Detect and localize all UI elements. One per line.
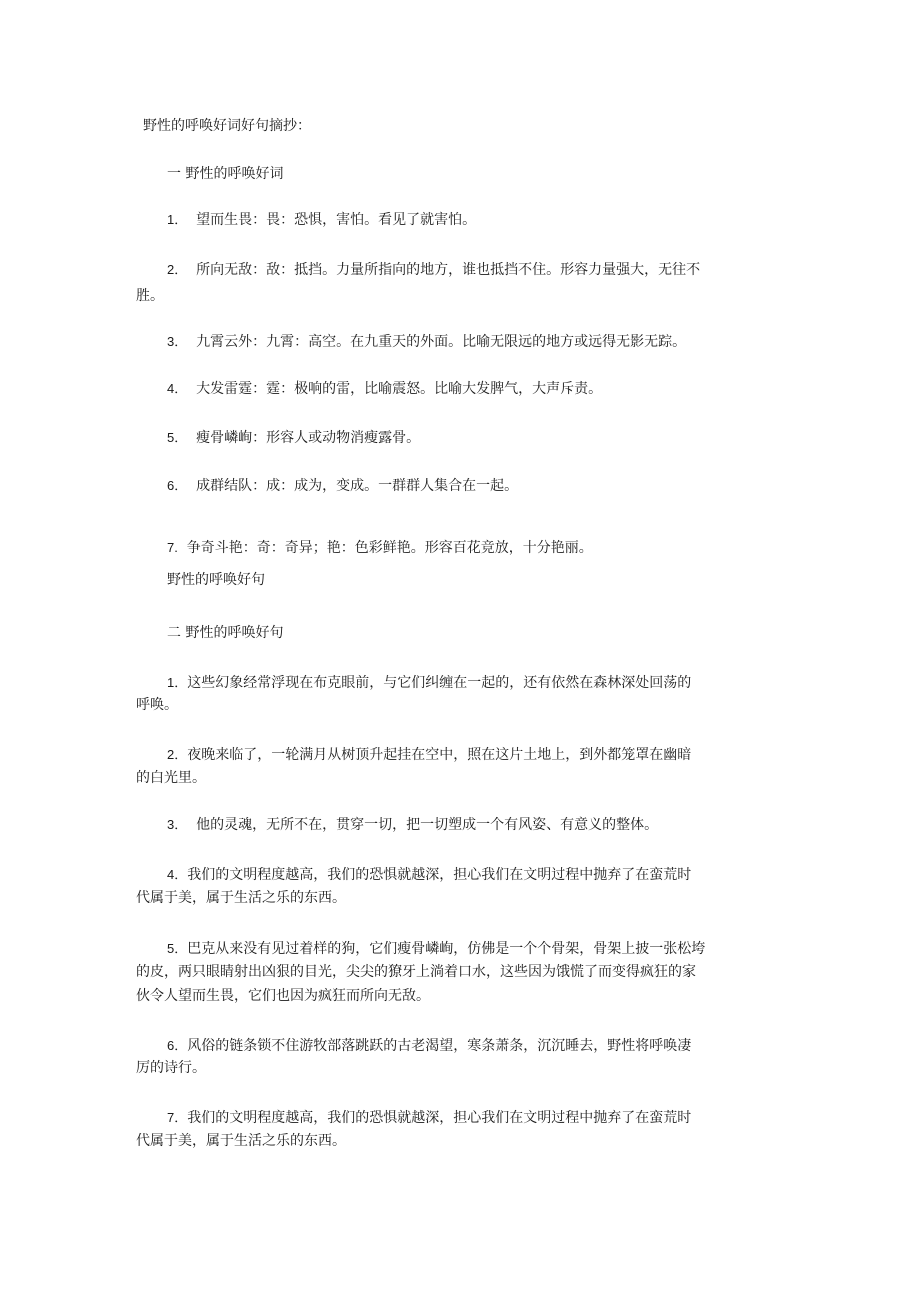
item-text: 他的灵魂，无所不在，贯穿一切，把一切塑成一个有风姿、有意义的整体。 bbox=[196, 817, 659, 833]
item-number: 6． bbox=[167, 1038, 188, 1053]
item-text: 这些幻象经常浮现在布克眼前，与它们纠缠在一起的，还有依然在森林深处回荡的 bbox=[187, 675, 692, 691]
list-item bbox=[167, 744, 691, 766]
list-item bbox=[167, 864, 691, 886]
item-number: 5． bbox=[167, 941, 188, 956]
item-text: 我们的文明程度越高，我们的恐惧就越深，担心我们在文明过程中抛弃了在蛮荒时 bbox=[187, 867, 692, 883]
list-item bbox=[167, 209, 476, 231]
item-text: 九霄云外：九霄：高空。在九重天的外面。比喻无限远的地方或远得无影无踪。 bbox=[196, 334, 687, 350]
item-text: 大发雷霆：霆：极响的雷，比喻震怒。比喻大发脾气，大声斥责。 bbox=[196, 381, 603, 397]
section-heading-sentences: 二 野性的呼唤好句 bbox=[167, 625, 284, 641]
item-number: 1． bbox=[167, 212, 188, 227]
item-text: 风俗的链条锁不住游牧部落跳跃的古老渴望，寒条萧条，沉沉睡去，野性将呼唤凄 bbox=[187, 1038, 692, 1054]
item-number: 7． bbox=[167, 1110, 188, 1125]
list-item bbox=[167, 475, 518, 497]
item-number: 2． bbox=[167, 747, 188, 762]
item-number: 3． bbox=[167, 817, 188, 832]
list-item bbox=[167, 672, 691, 694]
item-number: 4． bbox=[167, 867, 188, 882]
item-number: 1． bbox=[167, 675, 188, 690]
item-text: 望而生畏：畏：恐惧，害怕。看见了就害怕。 bbox=[196, 212, 477, 228]
list-item bbox=[167, 938, 705, 960]
item-text: 我们的文明程度越高，我们的恐惧就越深，担心我们在文明过程中抛弃了在蛮荒时 bbox=[187, 1110, 692, 1126]
document-title: 野性的呼唤好词好句摘抄： bbox=[143, 118, 311, 134]
item-text-continued: 厉的诗行。 bbox=[136, 1060, 206, 1076]
item-number: 2． bbox=[167, 262, 188, 277]
item-text-continued: 胜。 bbox=[136, 288, 164, 304]
section-heading-words: 一 野性的呼唤好词 bbox=[167, 166, 284, 182]
list-item bbox=[167, 814, 658, 836]
item-number: 3． bbox=[167, 334, 188, 349]
item-text: 成群结队：成：成为，变成。一群群人集合在一起。 bbox=[196, 478, 519, 494]
item-text: 巴克从来没有见过着样的狗，它们瘦骨嶙峋，仿佛是一个个骨架，骨架上披一张松垮 bbox=[187, 941, 706, 957]
item-number: 6． bbox=[167, 478, 188, 493]
item-text-continued: 的白光里。 bbox=[136, 770, 206, 786]
item-text: 夜晚来临了，一轮满月从树顶升起挂在空中，照在这片土地上，到外都笼罩在幽暗 bbox=[187, 747, 692, 763]
item-text: 争奇斗艳：奇：奇异；艳：色彩鲜艳。形容百花竞放，十分艳丽。 bbox=[186, 540, 593, 556]
item-text: 所向无敌：敌：抵挡。力量所指向的地方，谁也抵挡不住。形容力量强大，无往不 bbox=[196, 262, 701, 278]
item-text-continued: 的皮，两只眼睛射出凶狠的目光，尖尖的獠牙上淌着口水，这些因为饿慌了而变得疯狂的家 bbox=[136, 964, 696, 980]
list-item bbox=[167, 1107, 691, 1129]
item-text-continued: 代属于美，属于生活之乐的东西。 bbox=[136, 890, 346, 906]
item-text-continued: 伙令人望而生畏，它们也因为疯狂而所向无敌。 bbox=[136, 988, 430, 1004]
item-text-continued: 呼唤。 bbox=[136, 697, 178, 713]
list-item bbox=[167, 1035, 691, 1057]
list-item bbox=[167, 427, 420, 449]
list-item bbox=[167, 331, 686, 353]
subheading: 野性的呼唤好句 bbox=[167, 572, 265, 588]
item-text: 瘦骨嶙峋：形容人或动物消瘦露骨。 bbox=[196, 430, 421, 446]
list-item bbox=[167, 537, 593, 559]
item-number: 4． bbox=[167, 381, 188, 396]
item-number: 5． bbox=[167, 430, 188, 445]
list-item bbox=[167, 378, 602, 400]
item-text-continued: 代属于美，属于生活之乐的东西。 bbox=[136, 1133, 346, 1149]
item-number: 7. bbox=[167, 540, 178, 555]
list-item bbox=[167, 259, 700, 281]
